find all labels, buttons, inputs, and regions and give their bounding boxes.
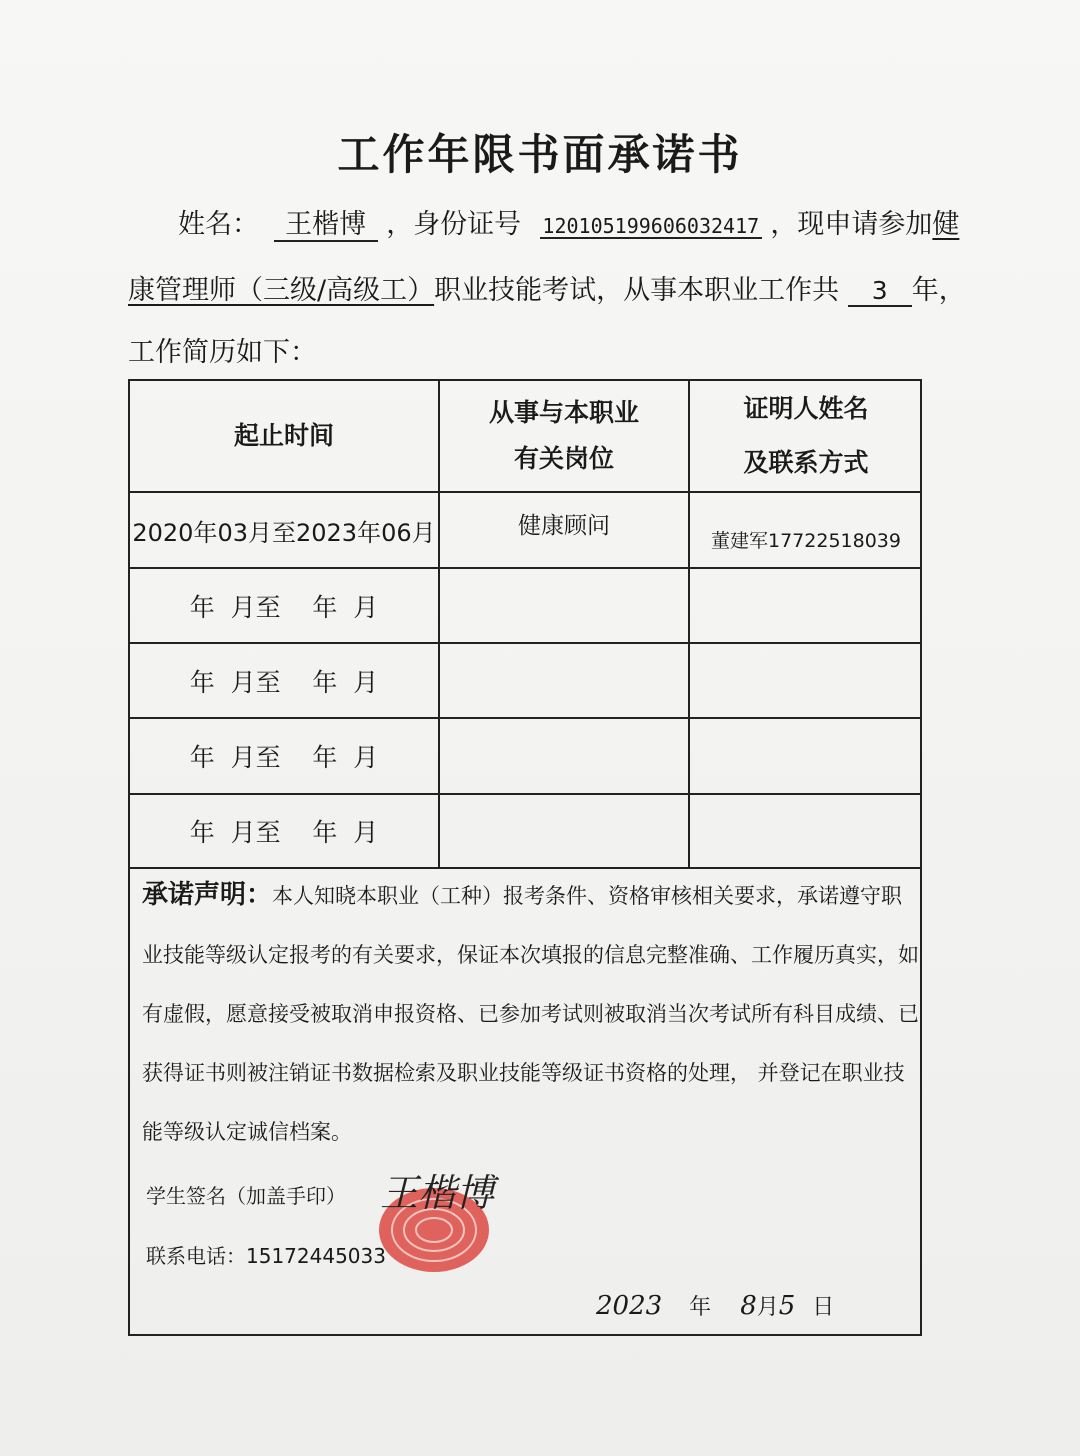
- phone-line: [146, 1240, 386, 1269]
- row-1-position: 健康顾问: [518, 512, 610, 539]
- row-1-witness: 董建军17722518039: [711, 529, 901, 552]
- signature-label: 学生签名（加盖手印）: [146, 1184, 346, 1208]
- commitment-statement: [142, 866, 922, 1162]
- handwritten-signature: 王楷博: [380, 1171, 495, 1215]
- date-month-value: 8: [740, 1291, 757, 1321]
- date-line: [596, 1290, 834, 1321]
- row-3-period: 年 月至 年 月: [189, 667, 379, 697]
- occupation-value: 康管理师（三级/高级工）: [128, 275, 435, 306]
- header-position: 从事与本职业 有关岗位: [488, 398, 639, 473]
- header-period: 起止时间: [233, 421, 334, 450]
- statement-body: 本人知晓本职业（工种）报考条件、资格审核相关要求，承诺遵守职业技能等级认定报考的有关要求，保证本次填报的信息完整准确、工作履历真实，如有虚假，愿意接受被取消申报资格、已参加考试则被取消当次考试所有科目成绩、已获得证书则被注销证书数据检索及职业技能等级证书资格的处理， 并登记在职业技能等级认定诚信档案。: [142, 884, 919, 1144]
- document-title: 工作年限书面承诺书: [337, 130, 743, 179]
- phone-label: 联系电话：: [146, 1244, 246, 1268]
- row-1-period: 2020年03月至2023年06月: [132, 518, 436, 547]
- header-witness: 证明人姓名 及联系方式: [743, 394, 869, 477]
- id-value: 120105199606032417: [540, 215, 762, 239]
- name-value: 王楷博: [274, 210, 378, 242]
- id-label: ，身份证号: [386, 209, 522, 240]
- name-label: 姓名：: [178, 209, 259, 240]
- row-2-period: 年 月至 年 月: [189, 592, 379, 622]
- date-day-label: 日: [812, 1295, 835, 1320]
- date-month-label: 月: [756, 1295, 779, 1320]
- years-value: 3: [848, 277, 912, 307]
- phone-value: 15172445033: [246, 1244, 386, 1268]
- apply-prefix: ，现申请参加: [770, 209, 933, 240]
- intro-line-2: [128, 268, 966, 307]
- row-5-period: 年 月至 年 月: [189, 818, 379, 847]
- exam-text: 职业技能考试，从事本职业工作共: [434, 275, 840, 306]
- date-year-label: 年: [689, 1295, 712, 1320]
- date-year-value: 2023: [596, 1291, 663, 1321]
- resume-label: 工作简历如下：: [128, 337, 317, 368]
- statement-lead: 承诺声明：: [142, 880, 273, 910]
- occupation-first-char: 健: [932, 209, 960, 240]
- date-day-value: 5: [778, 1291, 796, 1321]
- row-4-period: 年 月至 年 月: [189, 743, 379, 772]
- intro-line-1: [178, 202, 959, 242]
- years-unit: 年，: [911, 275, 966, 306]
